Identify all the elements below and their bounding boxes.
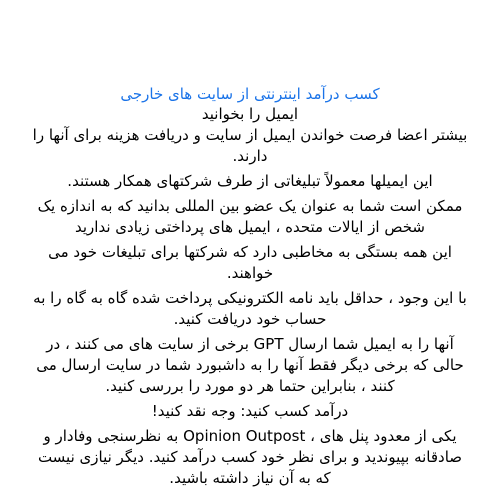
paragraph: یکی از معدود پنل های ، Opinion Outpost به نظرسنجی وفادار و صادقانه بپیوندید و برای نظر خود کسب درآمد کنید. دیگر نیازی نیست که به آن نیاز داشته باشید. [37,427,463,487]
paragraph: با این وجود ، حداقل باید نامه الکترونیکی پرداخت شده گاه به گاه را به حساب خود دریافت کنید. [33,289,467,328]
paragraph: درآمد کسب کنید: وجه نقد کنید! [151,402,349,420]
paragraph: این همه بستگی به مخاطبی دارد که شرکتها برای تبلیغات خود می خواهند. [48,243,452,282]
paragraph: بیشتر اعضا فرصت خواندن ایمیل از سایت و دریافت هزینه برای آنها را دارند. [32,126,468,165]
article-body [30,84,470,493]
paragraph: آنها را به ایمیل شما ارسال GPT برخی از سایت های می کنند ، در حالی که برخی دیگر فقط آنها را به داشبورد شما در سایت ارسال می کنند ، بنابراین حتما هر دو مورد را بررسی کنید. [36,335,464,395]
paragraph: ممکن است شما به عنوان یک عضو بین المللی بدانید که به اندازه یک شخص از ایالات متحده ، ایمیل های پرداختی زیادی ندارید [37,197,463,236]
article-title: کسب درآمد اینترنتی از سایت های خارجی [120,85,380,103]
article-subtitle: ایمیل را بخوانید [201,105,299,123]
paragraph: این ایمیلها معمولاً تبلیغاتی از طرف شرکتهای همکار هستند. [67,172,433,190]
